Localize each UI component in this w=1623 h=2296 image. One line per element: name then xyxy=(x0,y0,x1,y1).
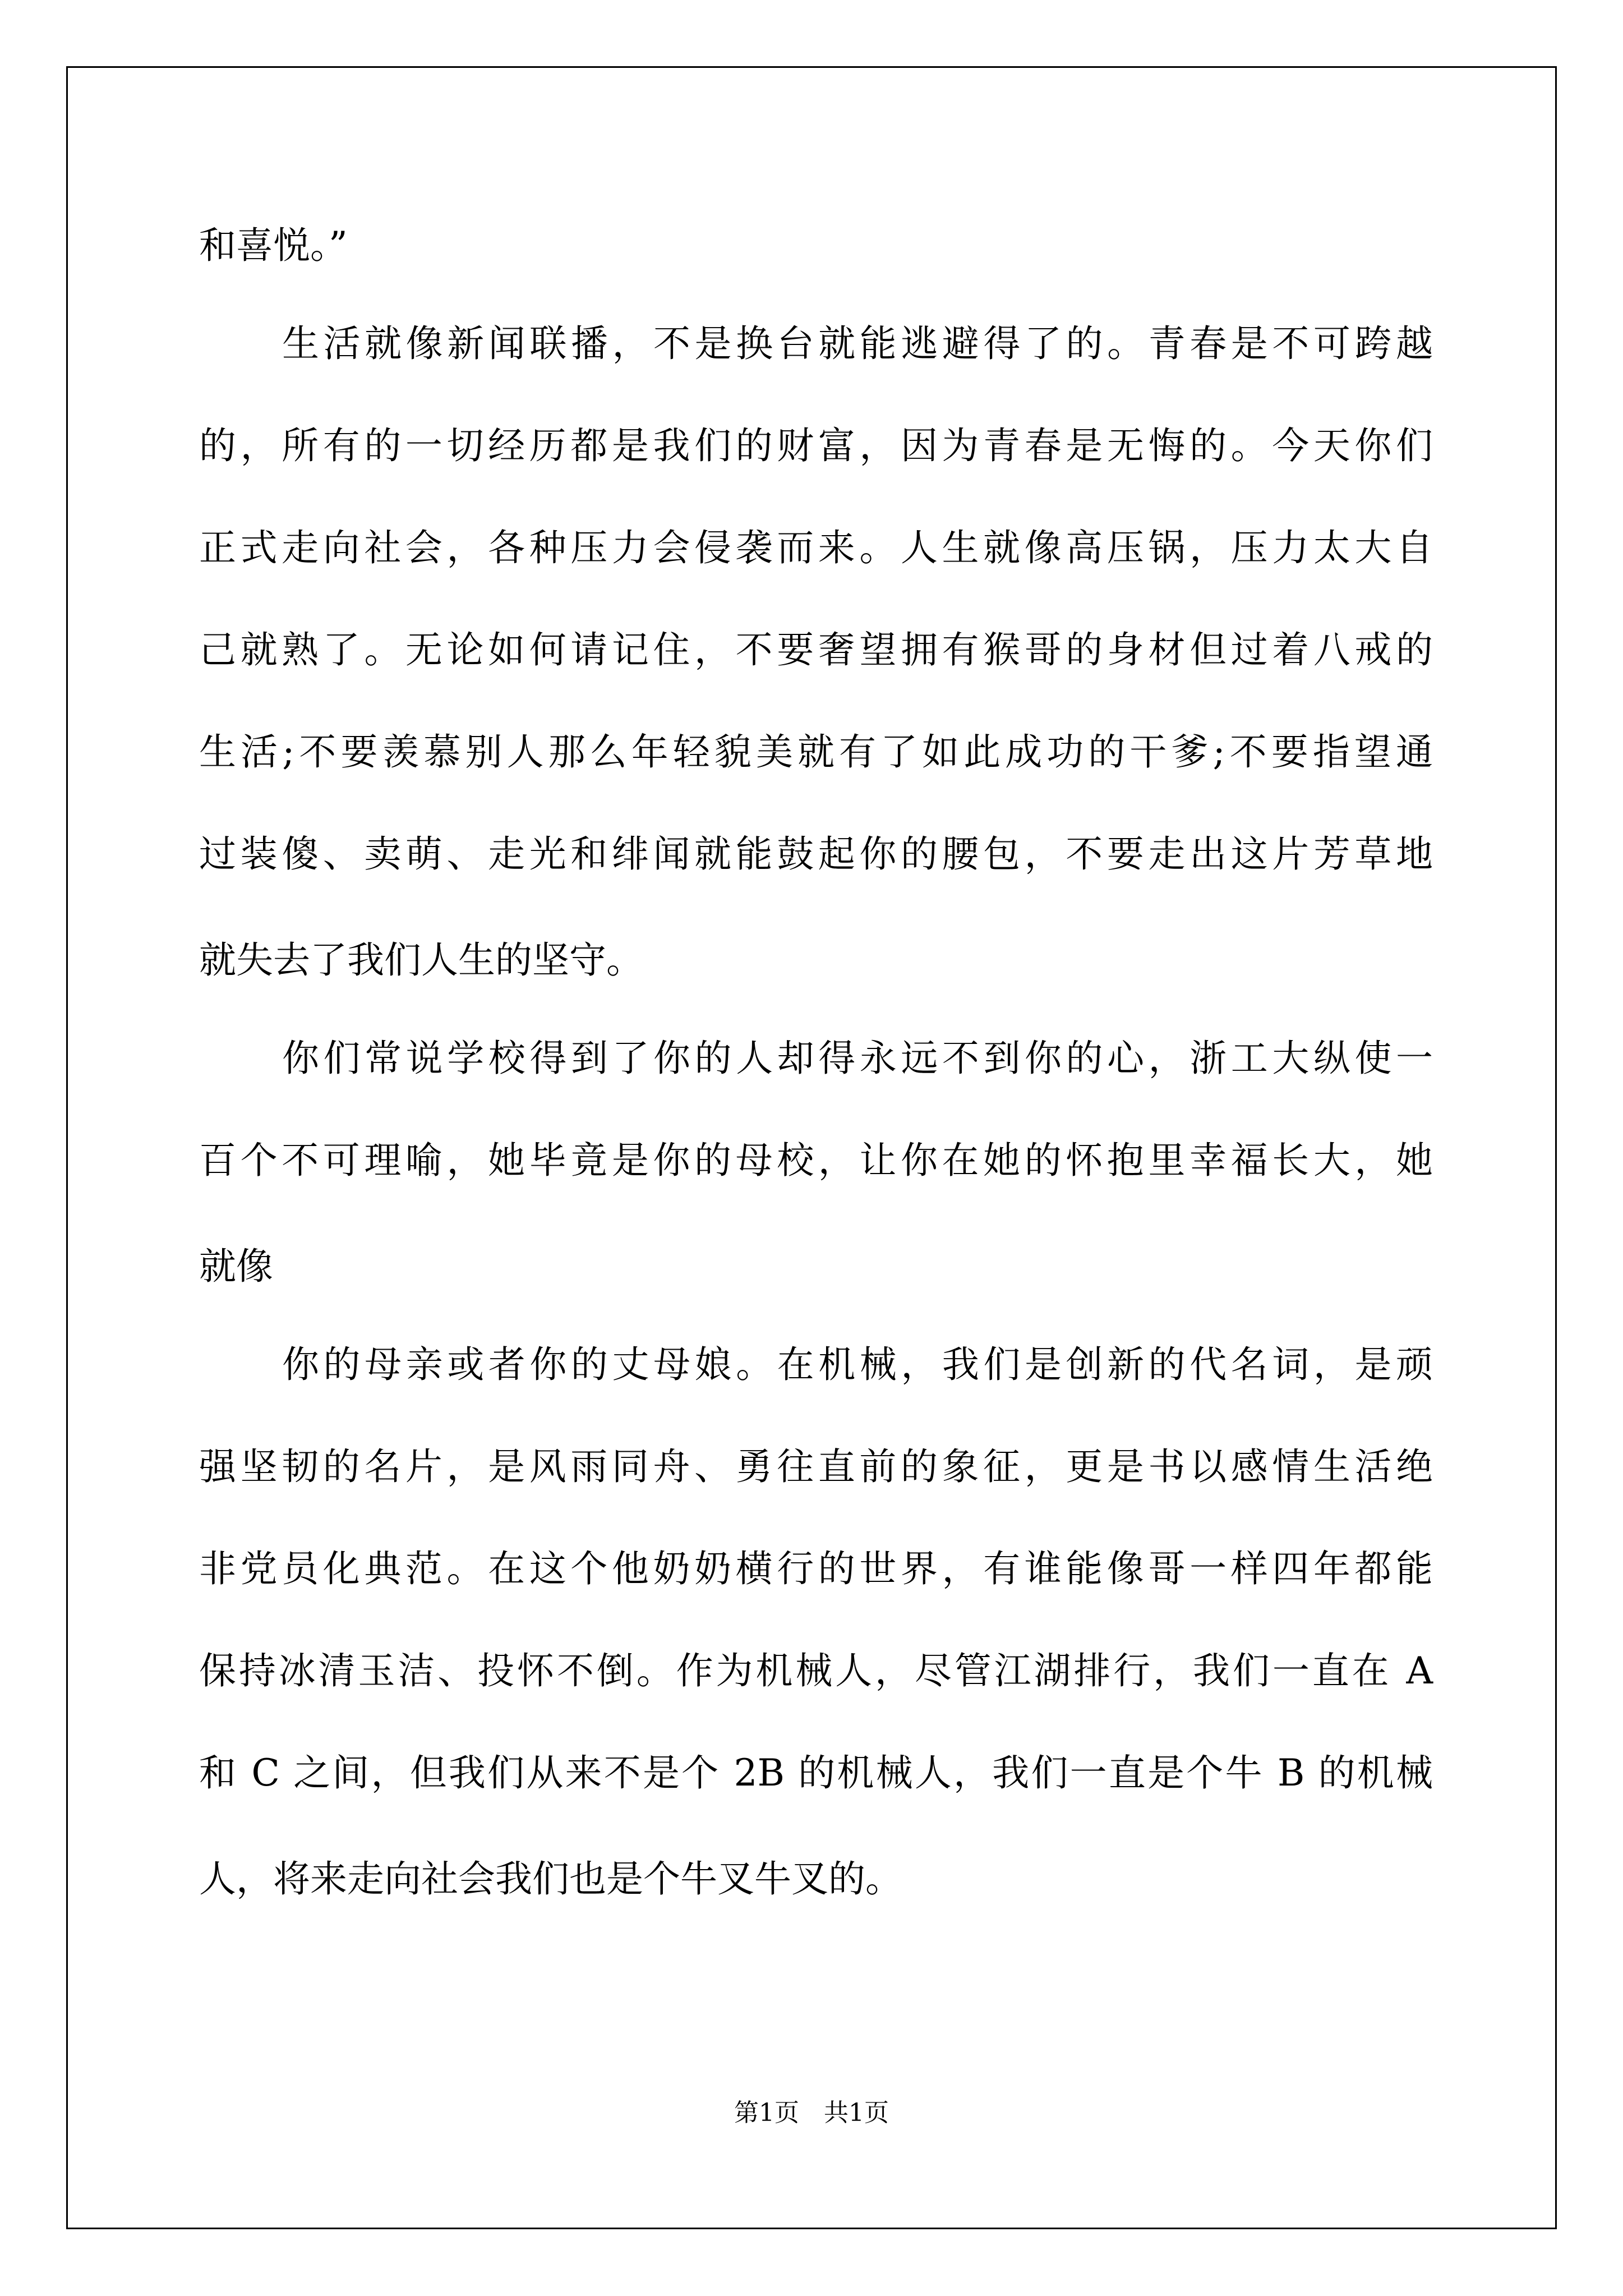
text-line: 己就熟了。无论如何请记住，不要奢望拥有猴哥的身材但过着八戒的 xyxy=(199,628,1433,671)
text-line: 正式走向社会，各种压力会侵袭而来。人生就像高压锅，压力太大自 xyxy=(199,526,1433,569)
text-line: 就失去了我们人生的坚守。 xyxy=(199,938,643,982)
text-line: 百个不可理喻，她毕竟是你的母校，让你在她的怀抱里幸福长大，她 xyxy=(199,1139,1433,1182)
text-line: 就像 xyxy=(199,1244,273,1288)
text-line: 非党员化典范。在这个他奶奶横行的世界，有谁能像哥一样四年都能 xyxy=(199,1547,1433,1590)
text-line: 和 C 之间，但我们从来不是个 2B 的机械人，我们一直是个牛 B 的机械 xyxy=(199,1751,1433,1795)
text-line: 和喜悦。” xyxy=(199,223,348,267)
text-line: 人，将来走向社会我们也是个牛叉牛叉的。 xyxy=(199,1857,902,1901)
text-line: 生活;不要羡慕别人那么年轻貌美就有了如此成功的干爹;不要指望通 xyxy=(199,730,1433,774)
text-line: 强坚韧的名片，是风雨同舟、勇往直前的象征，更是书以感情生活绝 xyxy=(199,1445,1433,1488)
paragraph-start-line: 你们常说学校得到了你的人却得永远不到你的心，浙工大纵使一 xyxy=(282,1037,1433,1080)
paragraph-start-line: 你的母亲或者你的丈母娘。在机械，我们是创新的代名词，是顽 xyxy=(282,1343,1433,1386)
paragraph-start-line: 生活就像新闻联播，不是换台就能逃避得了的。青春是不可跨越 xyxy=(282,322,1433,365)
text-line: 过装傻、卖萌、走光和绯闻就能鼓起你的腰包，不要走出这片芳草地 xyxy=(199,832,1433,876)
page-number-footer: 第1页 共1页 xyxy=(734,2099,889,2127)
document-body xyxy=(199,191,1433,1926)
text-line: 保持冰清玉洁、投怀不倒。作为机械人，尽管江湖排行，我们一直在 A xyxy=(199,1649,1433,1692)
text-line: 的，所有的一切经历都是我们的财富，因为青春是无悔的。今天你们 xyxy=(199,424,1433,467)
